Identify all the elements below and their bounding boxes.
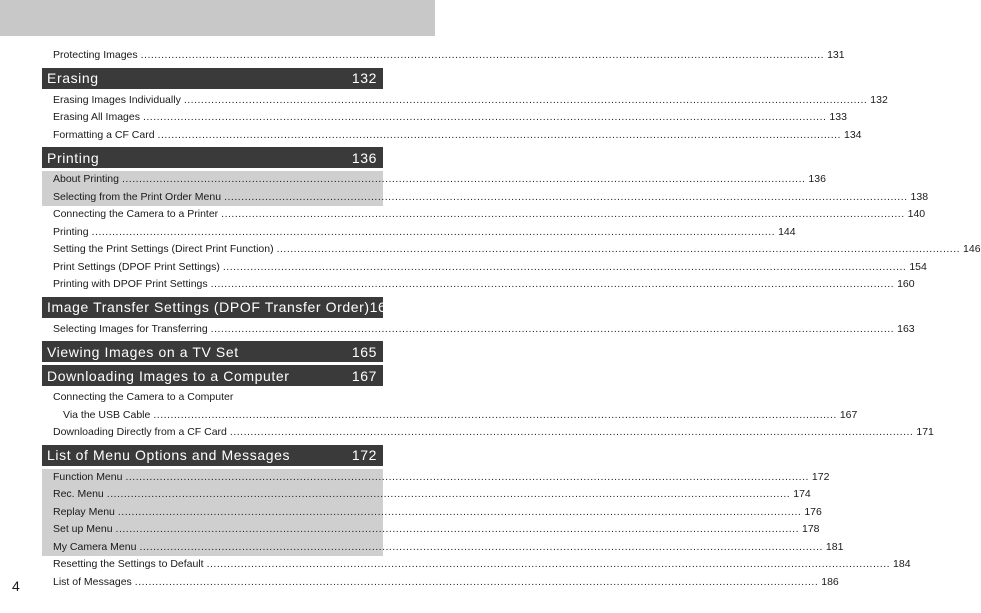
dot-leader: ........................................................................................................................................................................................................ — [115, 523, 799, 535]
entry-title: Replay Menu — [53, 505, 115, 518]
entry-title: Formatting a CF Card — [53, 128, 155, 141]
dot-leader: ........................................................................................................................................................................................................ — [222, 260, 907, 273]
entry-page-number: 184 — [893, 558, 911, 570]
toc-entry — [42, 206, 926, 224]
entry-title: Downloading Directly from a CF Card — [53, 426, 227, 438]
dot-leader: ........................................................................................................................................................................................................ — [276, 243, 961, 255]
entry-page-number: 160 — [897, 278, 915, 290]
toc-entry — [42, 556, 911, 574]
header-band — [0, 0, 435, 36]
toc-entry — [42, 259, 927, 277]
section-page-number: 165 — [351, 343, 377, 360]
entry-title: Set up Menu — [53, 523, 113, 535]
dot-leader: ........................................................................................................................................................................................................ — [106, 488, 791, 500]
entry-title: Selecting from the Print Order Menu — [53, 190, 222, 203]
entry-page-number: 172 — [811, 470, 830, 483]
toc-section-heading — [42, 341, 383, 362]
dot-leader: ........................................................................................................................................................................................................ — [121, 173, 806, 185]
entry-title: Function Menu — [53, 470, 123, 483]
toc-entry — [42, 241, 981, 259]
section-title: Image Transfer Settings (DPOF Transfer Order) — [47, 299, 370, 315]
toc-entry — [42, 321, 915, 339]
section-page-number: 172 — [351, 447, 377, 463]
entry-page-number: 167 — [839, 408, 858, 421]
entry-page-number: 140 — [907, 208, 926, 220]
section-title: List of Menu Options and Messages — [47, 447, 291, 463]
page-number: 4 — [12, 578, 20, 594]
entry-title: Print Settings (DPOF Print Settings) — [53, 260, 220, 273]
toc-entry — [42, 407, 858, 425]
entry-title: Printing — [53, 225, 89, 238]
dot-leader: ........................................................................................................................................................................................................ — [91, 225, 776, 238]
dot-leader: ........................................................................................................................................................................................................ — [206, 558, 891, 570]
dot-leader: ........................................................................................................................................................................................................ — [142, 111, 827, 123]
dot-leader: ........................................................................................................................................................................................................ — [125, 470, 809, 483]
entry-page-number: 136 — [808, 173, 826, 185]
dot-leader: ........................................................................................................................................................................................................ — [229, 426, 914, 438]
entry-title: Printing with DPOF Print Settings — [53, 278, 208, 290]
section-page-number: 167 — [351, 367, 377, 384]
toc-entry — [42, 109, 847, 127]
entry-page-number: 163 — [897, 322, 915, 335]
toc-entry — [42, 189, 929, 207]
toc-section-heading — [42, 445, 383, 466]
toc-section-heading — [42, 68, 383, 89]
dot-leader: ........................................................................................................................................................................................................ — [157, 128, 841, 141]
entry-page-number: 171 — [916, 426, 934, 438]
dot-leader: ........................................................................................................................................................................................................ — [210, 278, 895, 290]
entry-title: Protecting Images — [53, 49, 138, 61]
toc-entry — [42, 469, 830, 487]
entry-page-number: 176 — [804, 505, 822, 518]
toc-entry — [42, 389, 383, 407]
toc-entry — [42, 539, 844, 557]
entry-page-number: 186 — [821, 575, 839, 588]
toc-section-heading — [42, 147, 383, 168]
entry-page-number: 131 — [827, 49, 845, 61]
entry-page-number: 144 — [778, 225, 796, 238]
toc-section-heading — [42, 297, 395, 318]
toc-entry — [42, 224, 796, 242]
section-title: Downloading Images to a Computer — [47, 367, 290, 384]
dot-leader: ........................................................................................................................................................................................................ — [224, 190, 908, 203]
entry-page-number: 146 — [963, 243, 981, 255]
entry-page-number: 174 — [793, 488, 811, 500]
toc-entry — [42, 486, 811, 504]
entry-title: My Camera Menu — [53, 540, 137, 553]
dot-leader: ........................................................................................................................................................................................................ — [140, 49, 825, 61]
toc-entry — [42, 521, 820, 539]
entry-title: Via the USB Cable — [63, 408, 151, 421]
section-title: Erasing — [47, 70, 99, 86]
entry-page-number: 134 — [843, 128, 862, 141]
entry-page-number: 181 — [825, 540, 844, 553]
entry-title: Connecting the Camera to a Computer — [53, 391, 234, 403]
entry-title: Connecting the Camera to a Printer — [53, 208, 219, 220]
toc-entry — [42, 92, 888, 110]
entry-page-number: 132 — [870, 93, 888, 106]
entry-title: List of Messages — [53, 575, 132, 588]
section-page-number: 132 — [351, 70, 377, 86]
entry-title: Rec. Menu — [53, 488, 104, 500]
toc-entry — [42, 127, 862, 145]
section-title: Viewing Images on a TV Set — [47, 343, 239, 360]
dot-leader: ........................................................................................................................................................................................................ — [139, 540, 823, 553]
dot-leader: ........................................................................................................................................................................................................ — [221, 208, 905, 220]
section-title: Printing — [47, 149, 100, 166]
section-page-number: 136 — [351, 149, 377, 166]
dot-leader: ........................................................................................................................................................................................................ — [153, 408, 837, 421]
toc-entry — [42, 276, 915, 294]
entry-title: Erasing All Images — [53, 111, 140, 123]
entry-page-number: 178 — [802, 523, 820, 535]
toc-section-heading — [42, 365, 383, 386]
toc-entry — [42, 47, 845, 65]
dot-leader: ........................................................................................................................................................................................................ — [210, 322, 895, 335]
section-page-number: 163 — [369, 299, 395, 315]
dot-leader: ........................................................................................................................................................................................................ — [134, 575, 819, 588]
table-of-contents — [42, 47, 981, 591]
entry-page-number: 154 — [909, 260, 927, 273]
entry-title: About Printing — [53, 173, 119, 185]
entry-title: Setting the Print Settings (Direct Print Function) — [53, 243, 274, 255]
toc-entry — [42, 504, 822, 522]
dot-leader: ........................................................................................................................................................................................................ — [117, 505, 802, 518]
entry-page-number: 138 — [910, 190, 929, 203]
toc-entry — [42, 424, 934, 442]
entry-page-number: 133 — [829, 111, 847, 123]
toc-entry — [42, 171, 826, 189]
entry-title: Resetting the Settings to Default — [53, 558, 204, 570]
dot-leader: ........................................................................................................................................................................................................ — [183, 93, 868, 106]
entry-title: Erasing Images Individually — [53, 93, 181, 106]
entry-title: Selecting Images for Transferring — [53, 322, 208, 335]
toc-entry — [42, 574, 839, 592]
